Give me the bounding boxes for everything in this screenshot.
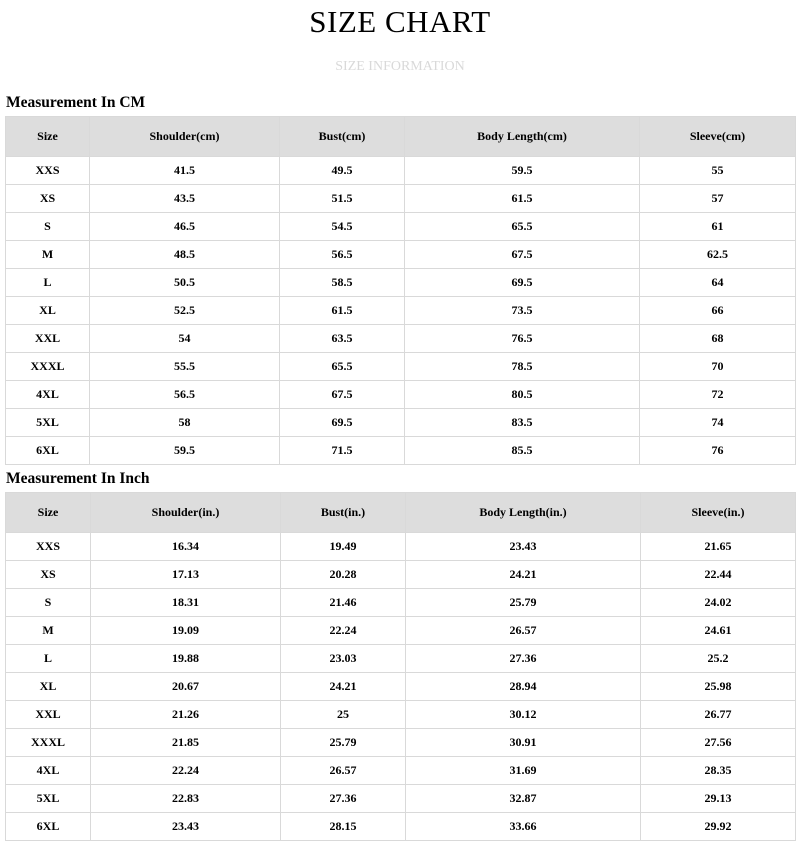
- measurement-cell: 31.69: [406, 757, 641, 785]
- measurement-cell: 29.13: [641, 785, 796, 813]
- table-row: [6, 213, 796, 241]
- measurement-cell: 24.61: [641, 617, 796, 645]
- size-label-cell: XXL: [6, 325, 90, 353]
- measurement-cell: 25.79: [281, 729, 406, 757]
- table-row: [6, 729, 796, 757]
- measurement-cell: 27.36: [406, 645, 641, 673]
- measurement-cell: 41.5: [90, 157, 280, 185]
- measurement-cell: 25.79: [406, 589, 641, 617]
- cm-column-header: Bust(cm): [280, 117, 405, 157]
- measurement-cell: 61.5: [405, 185, 640, 213]
- inch-column-header: Bust(in.): [281, 493, 406, 533]
- measurement-cell: 27.36: [281, 785, 406, 813]
- measurement-cell: 28.15: [281, 813, 406, 841]
- table-row: [6, 185, 796, 213]
- measurement-cell: 24.02: [641, 589, 796, 617]
- table-row: [6, 241, 796, 269]
- measurement-cell: 57: [640, 185, 796, 213]
- measurement-cell: 85.5: [405, 437, 640, 465]
- measurement-cell: 64: [640, 269, 796, 297]
- measurement-cell: 22.83: [91, 785, 281, 813]
- page-subtitle: SIZE INFORMATION: [335, 59, 465, 74]
- cm-table-header: [6, 117, 796, 157]
- cm-column-header: Size: [6, 117, 90, 157]
- measurement-cell: 26.57: [406, 617, 641, 645]
- measurement-cell: 30.12: [406, 701, 641, 729]
- measurement-cell: 16.34: [91, 533, 281, 561]
- measurement-cell: 54.5: [280, 213, 405, 241]
- table-row: [6, 701, 796, 729]
- measurement-cell: 26.77: [641, 701, 796, 729]
- measurement-cell: 62.5: [640, 241, 796, 269]
- table-row: [6, 409, 796, 437]
- measurement-cell: 22.24: [281, 617, 406, 645]
- measurement-cell: 58: [90, 409, 280, 437]
- measurement-cell: 69.5: [280, 409, 405, 437]
- size-label-cell: 5XL: [6, 785, 91, 813]
- size-label-cell: XL: [6, 673, 91, 701]
- cm-table-body: [6, 157, 796, 465]
- size-label-cell: S: [6, 589, 91, 617]
- measurement-cell: 50.5: [90, 269, 280, 297]
- measurement-cell: 19.88: [91, 645, 281, 673]
- measurement-cell: 17.13: [91, 561, 281, 589]
- inch-header-row: [6, 493, 796, 533]
- measurement-cell: 76: [640, 437, 796, 465]
- measurement-cell: 21.85: [91, 729, 281, 757]
- table-row: [6, 297, 796, 325]
- measurement-cell: 55: [640, 157, 796, 185]
- measurement-cell: 52.5: [90, 297, 280, 325]
- measurement-cell: 54: [90, 325, 280, 353]
- size-label-cell: XS: [6, 561, 91, 589]
- table-row: [6, 645, 796, 673]
- measurement-cell: 65.5: [280, 353, 405, 381]
- measurement-cell: 26.57: [281, 757, 406, 785]
- table-row: [6, 437, 796, 465]
- measurement-cell: 30.91: [406, 729, 641, 757]
- measurement-cell: 19.49: [281, 533, 406, 561]
- measurement-cell: 23.03: [281, 645, 406, 673]
- size-label-cell: M: [6, 617, 91, 645]
- table-row: [6, 381, 796, 409]
- size-label-cell: 5XL: [6, 409, 90, 437]
- measurement-cell: 55.5: [90, 353, 280, 381]
- measurement-cell: 72: [640, 381, 796, 409]
- table-row: [6, 561, 796, 589]
- table-row: [6, 813, 796, 841]
- measurement-cell: 73.5: [405, 297, 640, 325]
- measurement-cell: 21.46: [281, 589, 406, 617]
- measurement-cell: 25: [281, 701, 406, 729]
- measurement-cell: 59.5: [405, 157, 640, 185]
- measurement-cell: 59.5: [90, 437, 280, 465]
- inch-column-header: Body Length(in.): [406, 493, 641, 533]
- measurement-cell: 22.24: [91, 757, 281, 785]
- measurement-cell: 63.5: [280, 325, 405, 353]
- measurement-cell: 66: [640, 297, 796, 325]
- measurement-cell: 24.21: [406, 561, 641, 589]
- measurement-cell: 83.5: [405, 409, 640, 437]
- measurement-cell: 28.94: [406, 673, 641, 701]
- measurement-cell: 48.5: [90, 241, 280, 269]
- inch-column-header: Shoulder(in.): [91, 493, 281, 533]
- table-row: [6, 533, 796, 561]
- measurement-cell: 25.98: [641, 673, 796, 701]
- table-row: [6, 589, 796, 617]
- measurement-cell: 51.5: [280, 185, 405, 213]
- size-label-cell: XXS: [6, 157, 90, 185]
- size-label-cell: L: [6, 645, 91, 673]
- measurement-cell: 80.5: [405, 381, 640, 409]
- measurement-cell: 74: [640, 409, 796, 437]
- table-row: [6, 325, 796, 353]
- size-label-cell: M: [6, 241, 90, 269]
- measurement-cell: 33.66: [406, 813, 641, 841]
- measurement-cell: 27.56: [641, 729, 796, 757]
- cm-size-table: [5, 116, 796, 465]
- table-row: [6, 785, 796, 813]
- measurement-cell: 67.5: [405, 241, 640, 269]
- size-label-cell: 4XL: [6, 381, 90, 409]
- size-label-cell: 6XL: [6, 813, 91, 841]
- measurement-cell: 56.5: [90, 381, 280, 409]
- measurement-cell: 61.5: [280, 297, 405, 325]
- measurement-cell: 56.5: [280, 241, 405, 269]
- table-row: [6, 757, 796, 785]
- measurement-cell: 23.43: [91, 813, 281, 841]
- table-row: [6, 157, 796, 185]
- size-label-cell: XXXL: [6, 729, 91, 757]
- inch-column-header: Size: [6, 493, 91, 533]
- size-label-cell: 4XL: [6, 757, 91, 785]
- measurement-cell: 20.28: [281, 561, 406, 589]
- inch-section-heading: Measurement In Inch: [6, 470, 150, 487]
- inch-table-body: [6, 533, 796, 841]
- measurement-cell: 46.5: [90, 213, 280, 241]
- measurement-cell: 29.92: [641, 813, 796, 841]
- cm-column-header: Sleeve(cm): [640, 117, 796, 157]
- measurement-cell: 32.87: [406, 785, 641, 813]
- size-label-cell: L: [6, 269, 90, 297]
- measurement-cell: 19.09: [91, 617, 281, 645]
- measurement-cell: 65.5: [405, 213, 640, 241]
- size-label-cell: S: [6, 213, 90, 241]
- measurement-cell: 61: [640, 213, 796, 241]
- measurement-cell: 67.5: [280, 381, 405, 409]
- measurement-cell: 78.5: [405, 353, 640, 381]
- measurement-cell: 25.2: [641, 645, 796, 673]
- table-row: [6, 673, 796, 701]
- size-label-cell: XXXL: [6, 353, 90, 381]
- table-row: [6, 269, 796, 297]
- table-row: [6, 353, 796, 381]
- table-row: [6, 617, 796, 645]
- inch-table-header: [6, 493, 796, 533]
- measurement-cell: 23.43: [406, 533, 641, 561]
- size-label-cell: XL: [6, 297, 90, 325]
- measurement-cell: 71.5: [280, 437, 405, 465]
- measurement-cell: 21.26: [91, 701, 281, 729]
- measurement-cell: 22.44: [641, 561, 796, 589]
- measurement-cell: 58.5: [280, 269, 405, 297]
- measurement-cell: 70: [640, 353, 796, 381]
- cm-column-header: Shoulder(cm): [90, 117, 280, 157]
- cm-column-header: Body Length(cm): [405, 117, 640, 157]
- measurement-cell: 18.31: [91, 589, 281, 617]
- size-label-cell: XXS: [6, 533, 91, 561]
- measurement-cell: 24.21: [281, 673, 406, 701]
- size-label-cell: XS: [6, 185, 90, 213]
- measurement-cell: 69.5: [405, 269, 640, 297]
- cm-header-row: [6, 117, 796, 157]
- cm-section-heading: Measurement In CM: [6, 94, 146, 111]
- inch-size-table: [5, 492, 796, 841]
- size-label-cell: XXL: [6, 701, 91, 729]
- measurement-cell: 43.5: [90, 185, 280, 213]
- inch-column-header: Sleeve(in.): [641, 493, 796, 533]
- measurement-cell: 68: [640, 325, 796, 353]
- measurement-cell: 49.5: [280, 157, 405, 185]
- measurement-cell: 21.65: [641, 533, 796, 561]
- size-label-cell: 6XL: [6, 437, 90, 465]
- measurement-cell: 76.5: [405, 325, 640, 353]
- measurement-cell: 20.67: [91, 673, 281, 701]
- measurement-cell: 28.35: [641, 757, 796, 785]
- page-title: SIZE CHART: [309, 4, 491, 39]
